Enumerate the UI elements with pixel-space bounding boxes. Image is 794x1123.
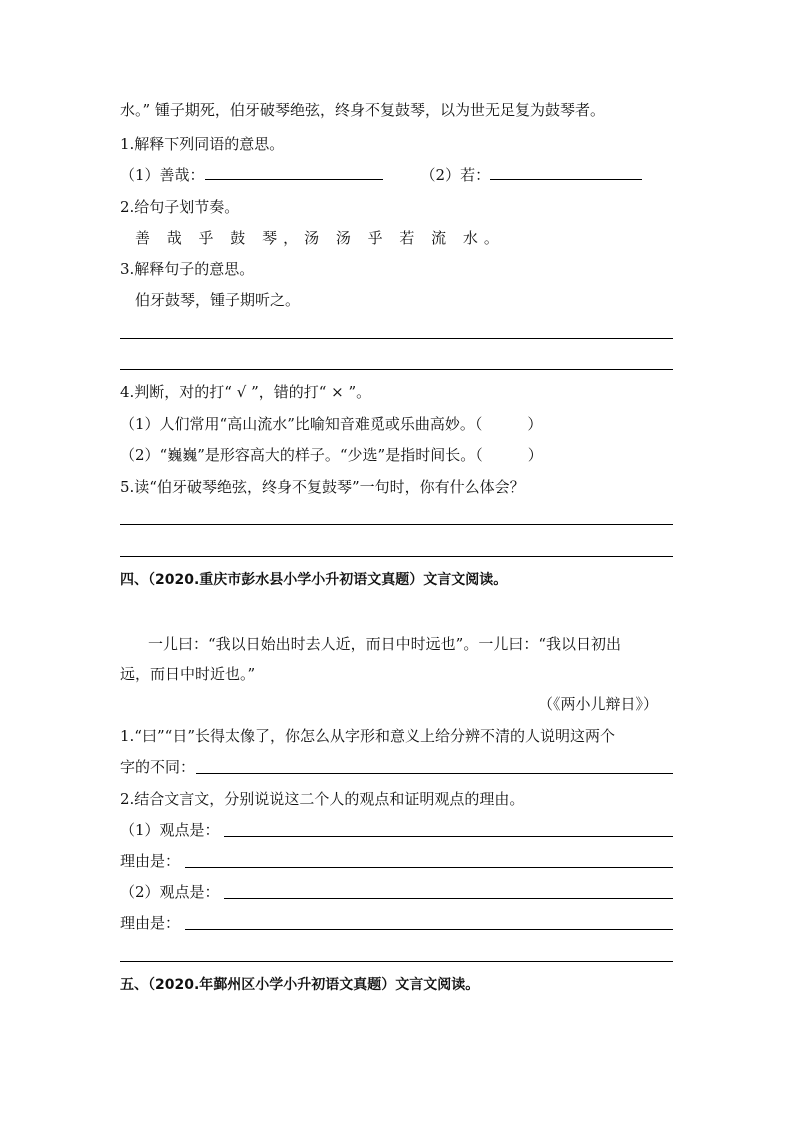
answer-line[interactable]	[224, 836, 673, 837]
question-2-sentence: 善 哉 乎 鼓 琴，汤 汤 乎 若 流 水。	[135, 229, 505, 247]
view-2-label: （2）观点是：	[120, 883, 220, 901]
question-3-prompt: 3.解释句子的意思。	[120, 260, 255, 278]
answer-line[interactable]	[196, 773, 673, 774]
question-5-prompt: 5.读“伯牙破琴绝弦，终身不复鼓琴”一句时，你有什么体会？	[120, 478, 525, 496]
section-4-passage-line-1: 一儿曰：“我以日始出时去人近，而日中时远也”。一儿曰：“我以日初出	[148, 635, 622, 653]
question-1-item-2-label: （2）若：	[420, 166, 491, 184]
question-1-items	[120, 165, 642, 185]
section-4-heading: 四、（2020.重庆市彭水县小学小升初语文真题）文言文阅读。	[120, 572, 508, 588]
answer-line[interactable]	[185, 867, 673, 868]
section-4-question-1-line-1: 1.“曰”“日”长得太像了，你怎么从字形和意义上给分辨不清的人说明这两个	[120, 727, 615, 745]
reason-1-label: 理由是：	[120, 852, 181, 870]
question-1-item-2-blank[interactable]	[490, 165, 642, 180]
reason-2-label: 理由是：	[120, 914, 181, 932]
question-4-item-1: （1）人们常用“高山流水”比喻知音难觅或乐曲高妙。（ ）	[120, 415, 543, 433]
answer-line[interactable]	[120, 369, 673, 370]
section-5-heading: 五、（2020.年鄞州区小学小升初语文真题）文言文阅读。	[120, 977, 480, 993]
answer-line[interactable]	[120, 524, 673, 525]
answer-line[interactable]	[224, 898, 673, 899]
answer-line[interactable]	[120, 556, 673, 557]
section-4-question-1-label: 字的不同：	[120, 758, 196, 776]
question-4-prompt: 4.判断，对的打“ √ ”，错的打“ × ”。	[120, 383, 372, 401]
question-1-item-1-label: （1）善哉：	[120, 166, 205, 184]
section-4-passage-line-2: 远，而日中时近也。”	[120, 665, 256, 683]
question-2-prompt: 2.给句子划节奏。	[120, 198, 240, 216]
question-3-sentence: 伯牙鼓琴，锺子期听之。	[135, 291, 301, 309]
section-4-question-2-prompt: 2.结合文言文，分别说说这二个人的观点和证明观点的理由。	[120, 790, 525, 808]
answer-line[interactable]	[120, 961, 673, 962]
question-1-item-1-blank[interactable]	[205, 165, 383, 180]
answer-line[interactable]	[185, 929, 673, 930]
section-4-question-1-line-2	[120, 757, 195, 777]
passage-ending: 水。” 锺子期死，伯牙破琴绝弦，终身不复鼓琴，以为世无足复为鼓琴者。	[120, 101, 605, 119]
section-4-source: （《两小儿辩日》）	[538, 695, 659, 713]
question-4-item-2: （2）“巍巍”是形容高大的样子。“少选”是指时间长。（ ）	[120, 446, 543, 464]
view-1-label: （1）观点是：	[120, 821, 220, 839]
question-1-prompt: 1.解释下列同语的意思。	[120, 135, 285, 153]
answer-line[interactable]	[120, 338, 673, 339]
